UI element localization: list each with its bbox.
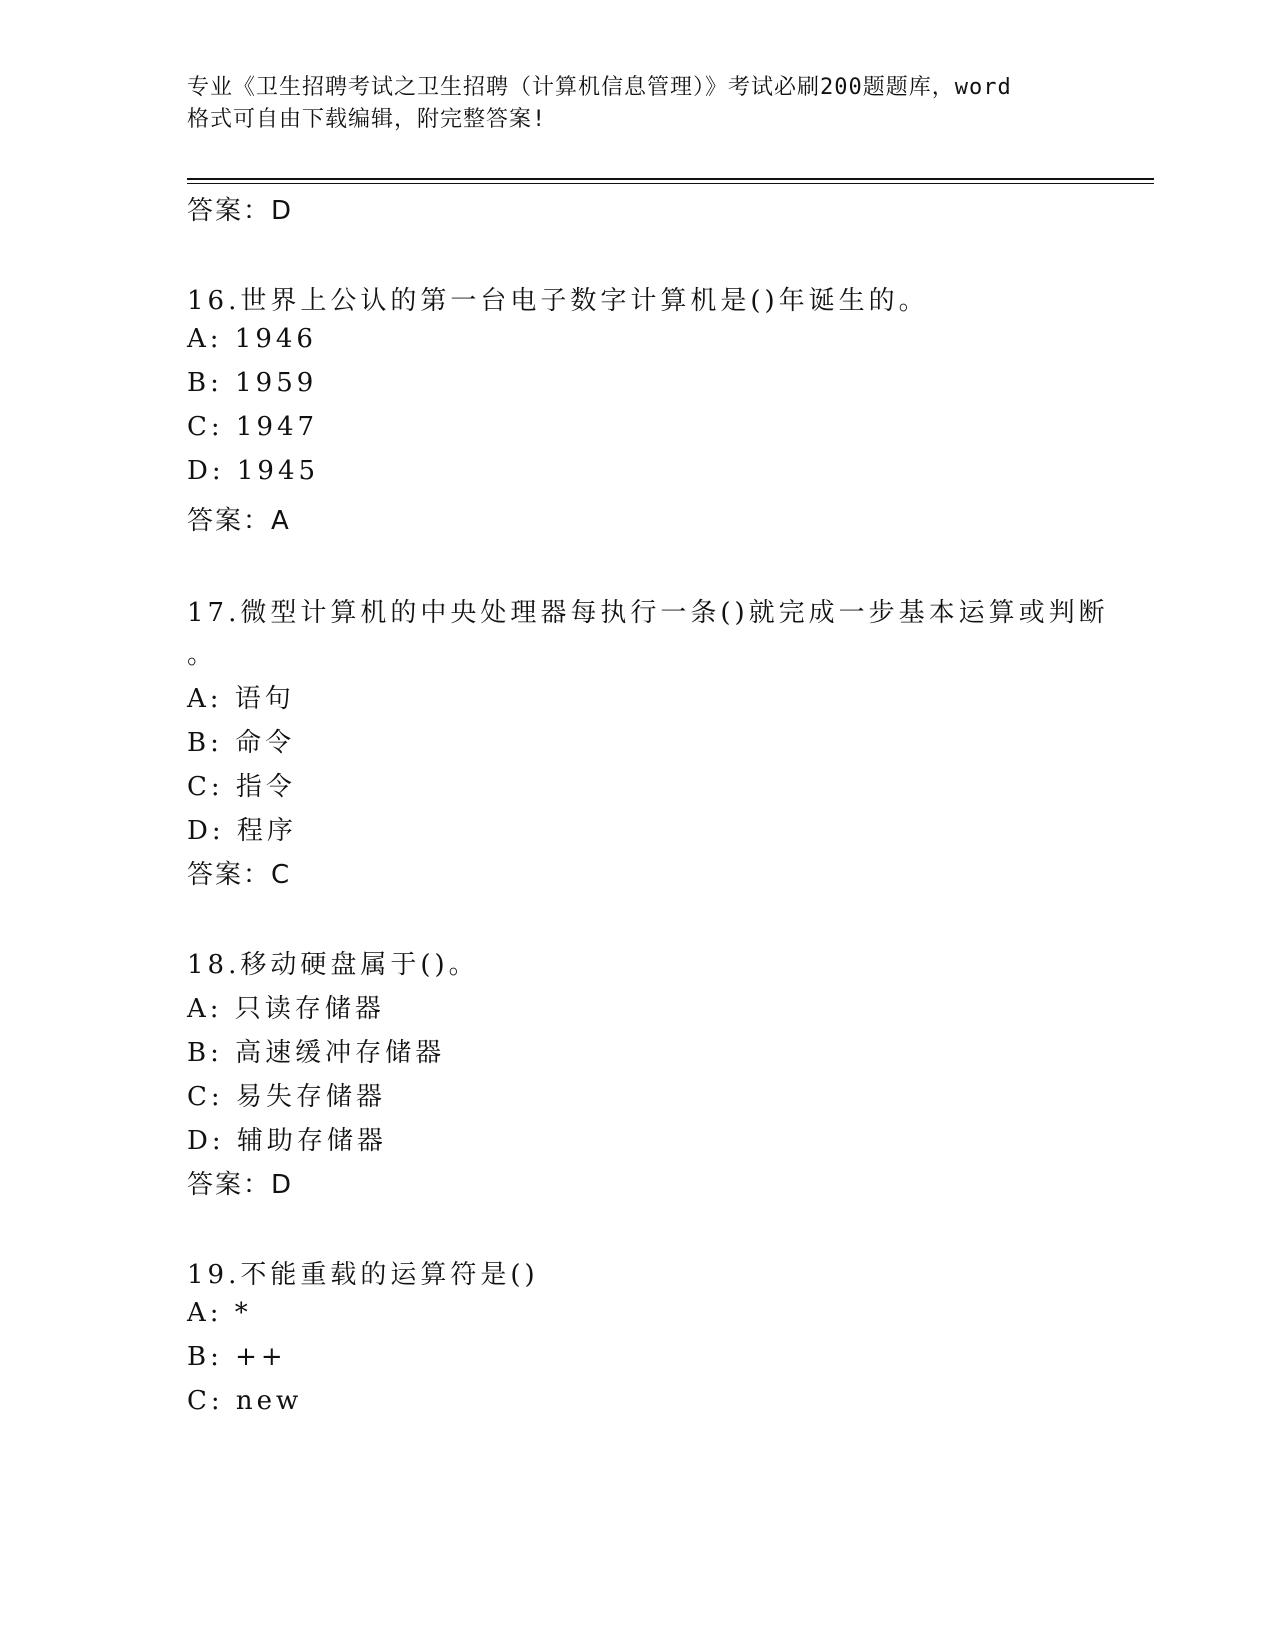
option-d: D: 程序	[187, 816, 297, 846]
answer-line: 答案：D	[187, 196, 294, 226]
header-line-2: 格式可自由下载编辑，附完整答案!	[187, 107, 547, 132]
question-19: 19.不能重载的运算符是()	[187, 1260, 539, 1290]
option-d: D: 1945	[187, 456, 320, 486]
question-18: 18.移动硬盘属于()。	[187, 950, 479, 980]
option-c: C: 易失存储器	[187, 1082, 386, 1112]
question-17: 17.微型计算机的中央处理器每执行一条()就完成一步基本运算或判断	[187, 598, 1109, 628]
option-b: B: 1959	[187, 368, 318, 398]
question-17-continued: 。	[187, 640, 218, 670]
option-a: A: 1946	[187, 324, 317, 354]
header-divider-thin	[187, 183, 1154, 184]
option-b: B: 高速缓冲存储器	[187, 1038, 446, 1068]
option-a: A: 语句	[187, 684, 295, 714]
option-a: A: *	[187, 1298, 252, 1328]
answer-line: 答案：C	[187, 860, 292, 890]
question-16: 16.世界上公认的第一台电子数字计算机是()年诞生的。	[187, 286, 929, 316]
option-c: C: 指令	[187, 772, 296, 802]
header-divider-thick	[187, 178, 1154, 180]
header-line-1: 专业《卫生招聘考试之卫生招聘（计算机信息管理）》考试必刷200题题库，word	[187, 75, 1012, 100]
option-a: A: 只读存储器	[187, 994, 385, 1024]
option-b: B: 命令	[187, 728, 296, 758]
answer-line: 答案：D	[187, 1170, 294, 1200]
page-header	[187, 72, 1087, 136]
option-b: B: ++	[187, 1342, 287, 1372]
option-c: C: new	[187, 1386, 303, 1416]
option-d: D: 辅助存储器	[187, 1126, 387, 1156]
answer-line: 答案：A	[187, 506, 291, 536]
option-c: C: 1947	[187, 412, 319, 442]
